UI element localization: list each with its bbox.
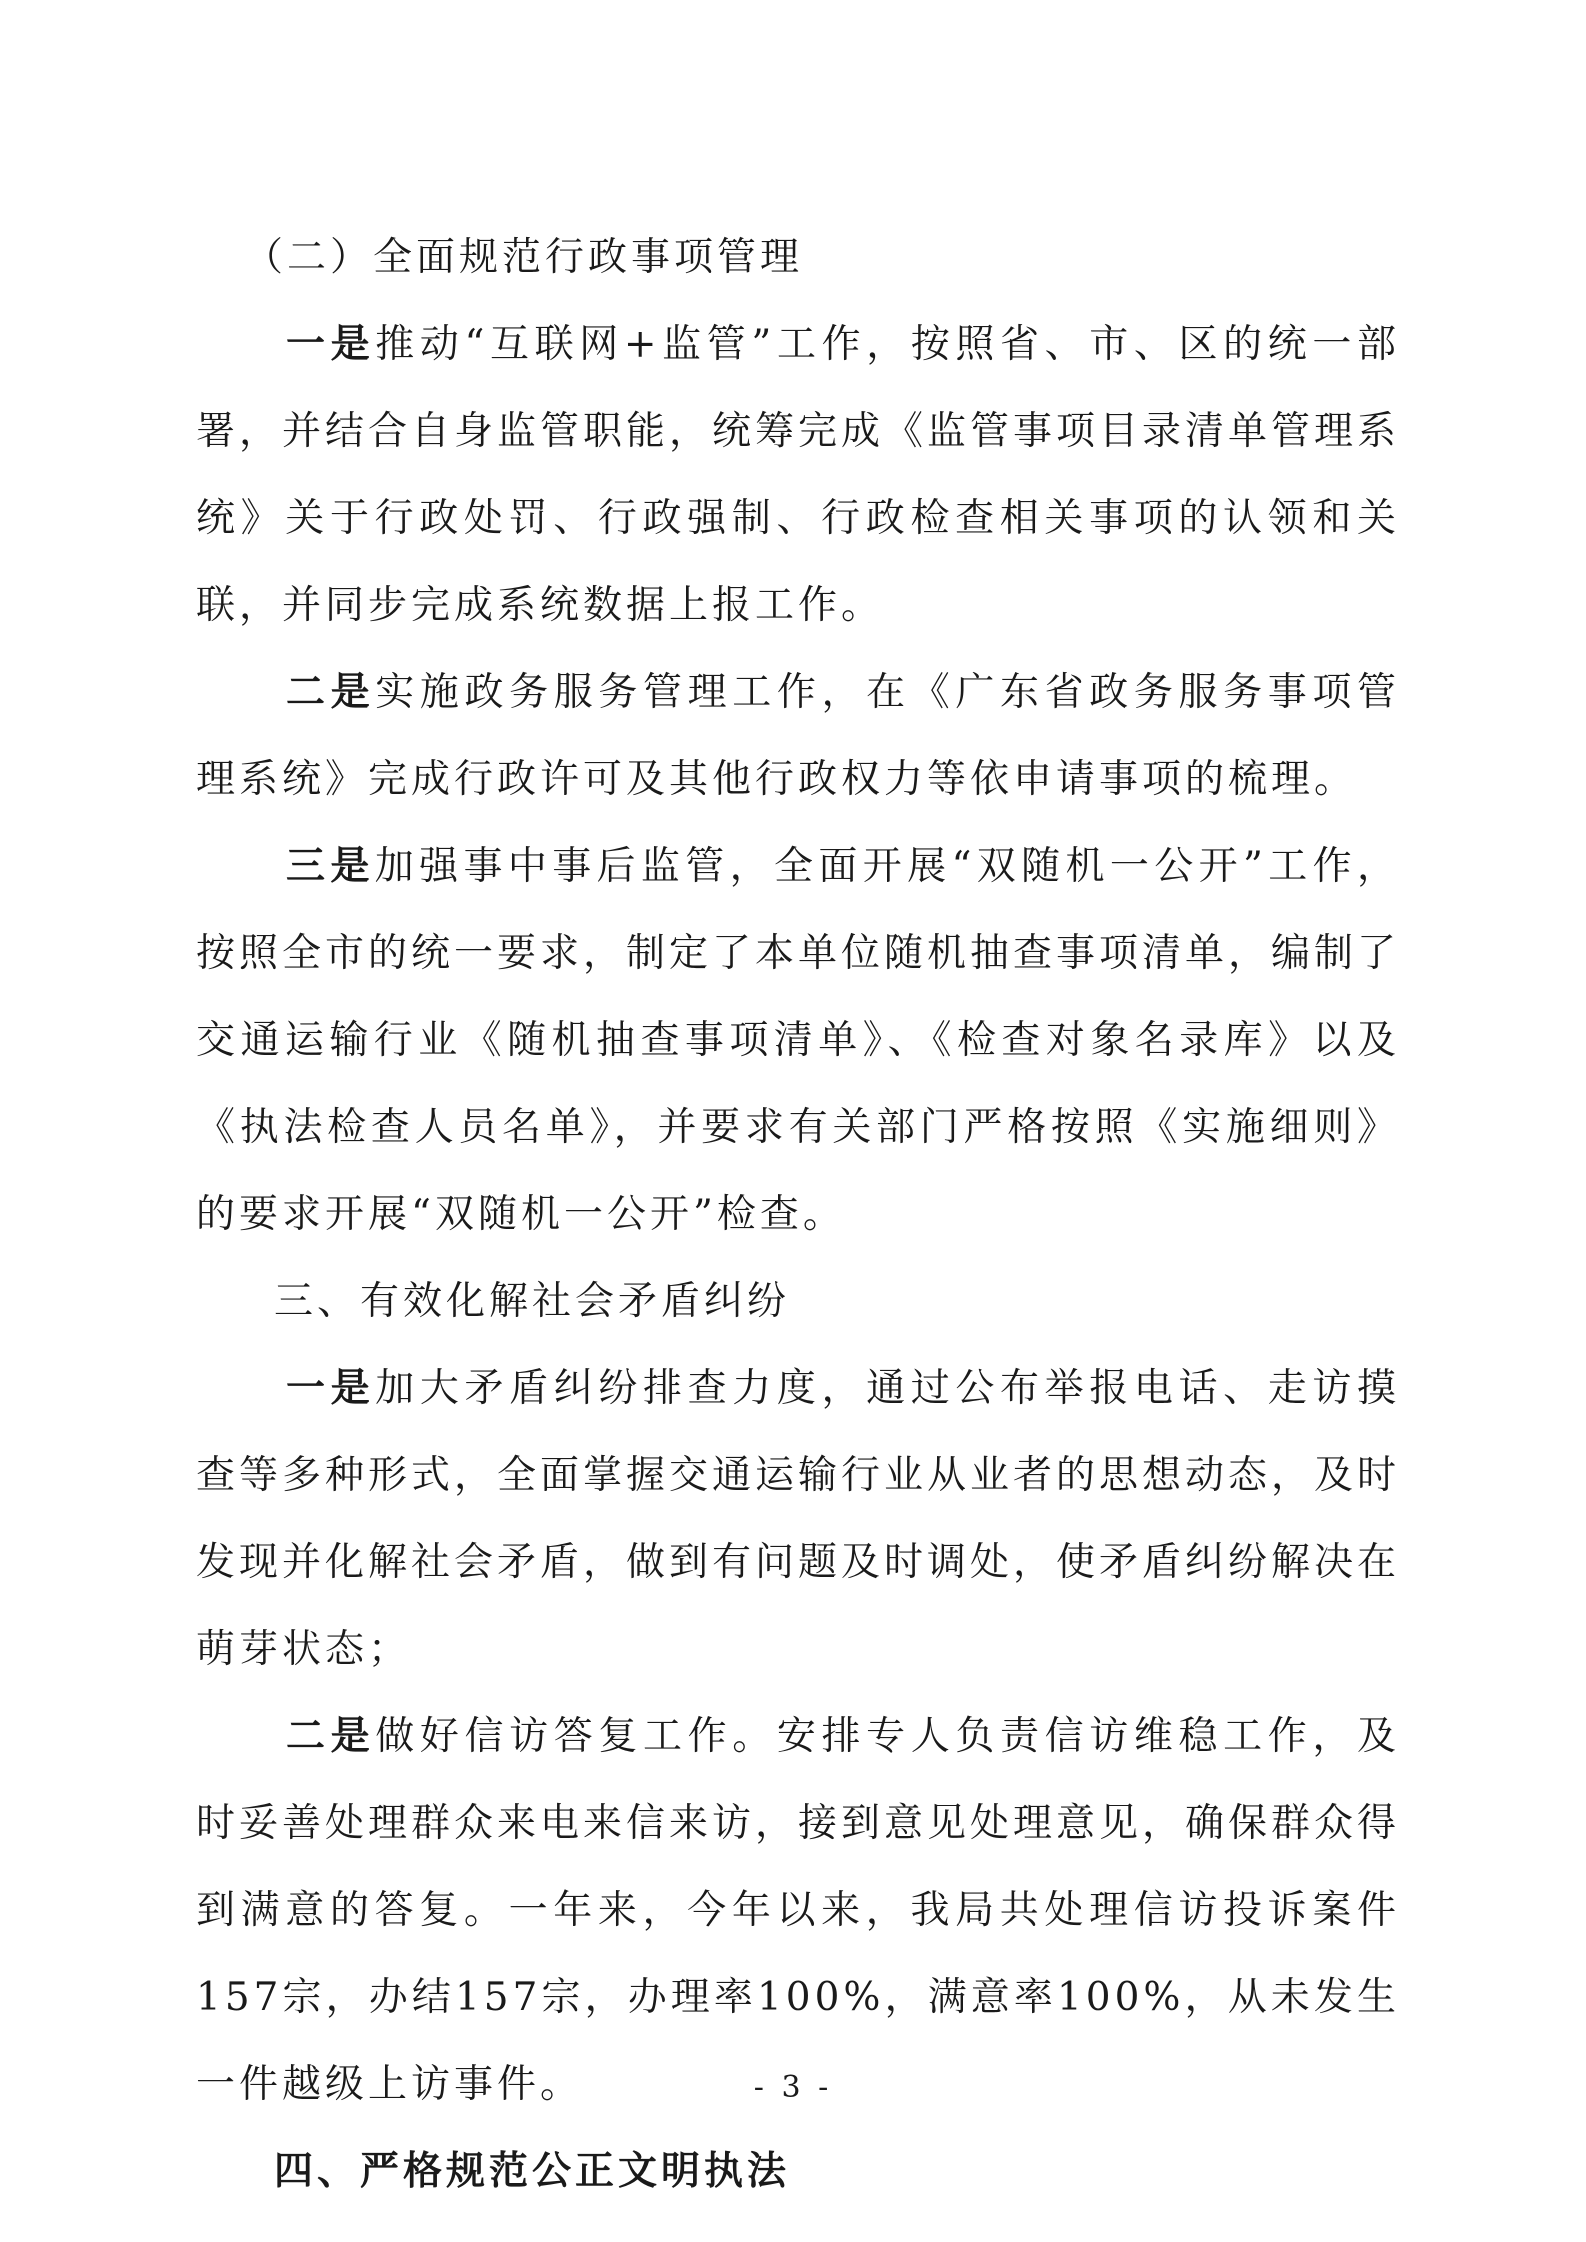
paragraph <box>196 1345 1400 1693</box>
section-heading-3: 三、有效化解社会矛盾纠纷 <box>274 1279 791 1324</box>
paragraph <box>196 649 1400 823</box>
paragraph-text: 做好信访答复工作。安排专人负责信访维稳工作，及时妥善处理群众来电来信来访，接到意见处理意见，确保群众得到满意的答复。一年来，今年以来，我局共处理信访投诉案件157宗，办结157宗，办理率100%，满意率100%，从未发生一件越级上访事件。 <box>196 1714 1401 2107</box>
paragraph-lead: 三是 <box>286 843 375 889</box>
paragraph <box>196 301 1400 649</box>
page-number: - 3 - <box>753 2070 833 2105</box>
paragraph-lead: 一是 <box>286 1365 376 1411</box>
paragraph <box>196 823 1400 1258</box>
paragraph-lead: 二是 <box>286 1713 376 1759</box>
paragraph <box>196 1693 1400 2128</box>
paragraph-text: 加大矛盾纠纷排查力度，通过公布举报电话、走访摸查等多种形式，全面掌握交通运输行业从业者的思想动态，及时发现并化解社会矛盾，做到有问题及时调处，使矛盾纠纷解决在萌芽状态； <box>196 1366 1401 1672</box>
paragraph-lead: 一是 <box>286 321 376 367</box>
paragraph-text: 推动“互联网+监管”工作，按照省、市、区的统一部署，并结合自身监管职能，统筹完成《监管事项目录清单管理系统》关于行政处罚、行政强制、行政检查相关事项的认领和关联，并同步完成系统数据上报工作。 <box>196 322 1401 628</box>
section-heading-2-2: （二）全面规范行政事项管理 <box>244 235 804 280</box>
document-body <box>196 214 1400 2215</box>
paragraph-text: 实施政务服务管理工作，在《广东省政务服务事项管理系统》完成行政许可及其他行政权力等依申请事项的梳理。 <box>196 670 1400 802</box>
section-heading-4: 四、严格规范公正文明执法 <box>274 2148 791 2194</box>
paragraph-lead: 二是 <box>286 669 376 715</box>
paragraph-text: 加强事中事后监管，全面开展“双随机一公开”工作，按照全市的统一要求，制定了本单位随机抽查事项清单，编制了交通运输行业《随机抽查事项清单》、《检查对象名录库》以及《执法检查人员名单》，并要求有关部门严格按照《实施细则》的要求开展“双随机一公开”检查。 <box>196 844 1401 1237</box>
